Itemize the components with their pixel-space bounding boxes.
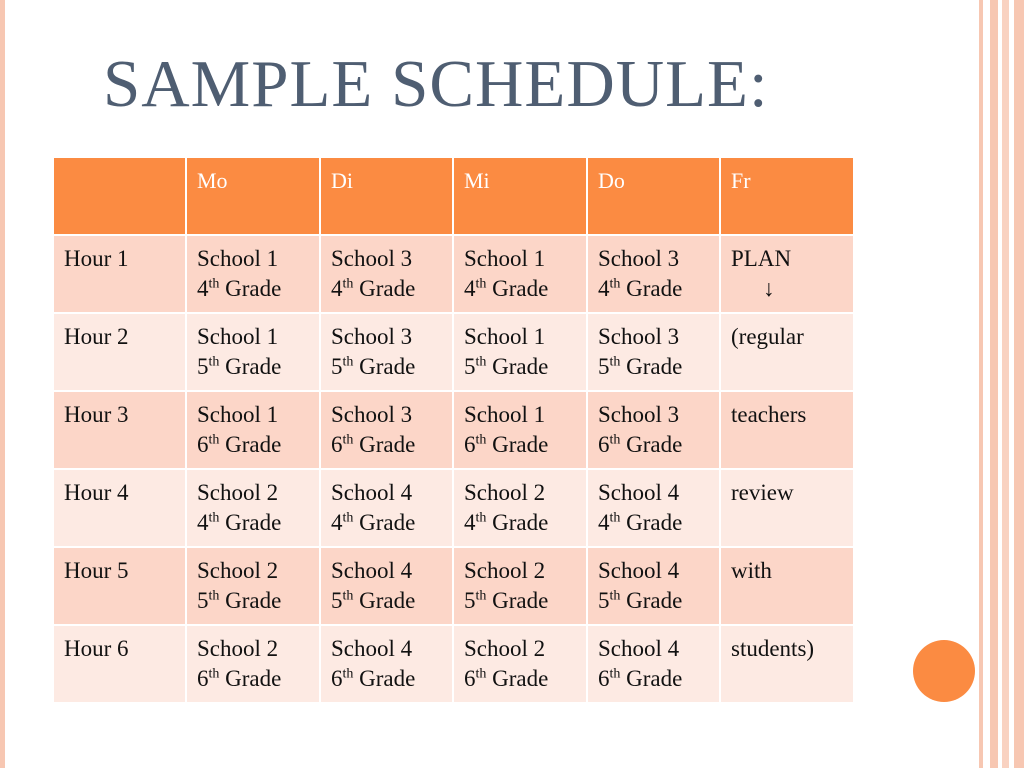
header-row — [53, 157, 854, 235]
grade-label — [598, 430, 709, 460]
grade-ordinal-suffix: th — [208, 588, 220, 604]
grade-word: Grade — [359, 276, 416, 301]
grade-word: Grade — [359, 588, 416, 613]
school-name: School 1 — [464, 324, 546, 349]
grade-ordinal-suffix: th — [475, 276, 487, 292]
grade-word: Grade — [225, 276, 282, 301]
grade-word: Grade — [492, 276, 549, 301]
grade-word: Grade — [626, 432, 683, 457]
schedule-cell — [587, 469, 720, 547]
header-corner-cell — [53, 157, 186, 235]
grade-word: Grade — [359, 666, 416, 691]
grade-word: Grade — [626, 276, 683, 301]
grade-label — [197, 430, 309, 460]
school-name: School 2 — [464, 480, 546, 505]
school-name: School 3 — [331, 246, 413, 271]
decorative-circle — [913, 640, 975, 702]
schedule-cell — [453, 469, 587, 547]
grade-label — [598, 352, 709, 382]
grade-label — [464, 430, 576, 460]
table-row — [53, 391, 854, 469]
grade-number: 6 — [331, 666, 343, 691]
friday-note-cell — [720, 547, 854, 625]
grade-label — [331, 508, 442, 538]
grade-number: 6 — [598, 432, 610, 457]
grade-word: Grade — [225, 354, 282, 379]
grade-number: 5 — [464, 588, 476, 613]
grade-label — [331, 586, 442, 616]
grade-label — [464, 274, 576, 304]
friday-note-text: with — [731, 558, 772, 583]
grade-number: 4 — [197, 276, 209, 301]
grade-number: 5 — [331, 354, 343, 379]
grade-word: Grade — [225, 588, 282, 613]
hour-label-cell: Hour 1 — [53, 235, 186, 313]
grade-label — [598, 508, 709, 538]
grade-label — [197, 508, 309, 538]
grade-number: 4 — [331, 276, 343, 301]
schedule-cell — [186, 391, 320, 469]
friday-note-cell — [720, 469, 854, 547]
grade-label — [598, 664, 709, 694]
grade-ordinal-suffix: th — [208, 432, 220, 448]
grade-label — [331, 352, 442, 382]
grade-word: Grade — [626, 666, 683, 691]
grade-number: 6 — [464, 666, 476, 691]
grade-ordinal-suffix: th — [609, 588, 621, 604]
grade-word: Grade — [492, 588, 549, 613]
grade-ordinal-suffix: th — [342, 276, 354, 292]
header-day-do: Do — [587, 157, 720, 235]
grade-word: Grade — [359, 354, 416, 379]
schedule-cell — [320, 469, 453, 547]
grade-label — [598, 274, 709, 304]
grade-ordinal-suffix: th — [475, 588, 487, 604]
grade-ordinal-suffix: th — [342, 666, 354, 682]
grade-word: Grade — [225, 432, 282, 457]
grade-number: 5 — [197, 588, 209, 613]
grade-ordinal-suffix: th — [475, 432, 487, 448]
grade-label — [331, 664, 442, 694]
friday-note-text: (regular — [731, 324, 804, 349]
hour-label-cell: Hour 3 — [53, 391, 186, 469]
school-name: School 3 — [598, 246, 680, 271]
grade-number: 6 — [464, 432, 476, 457]
grade-ordinal-suffix: th — [208, 666, 220, 682]
grade-label — [197, 664, 309, 694]
school-name: School 3 — [598, 324, 680, 349]
grade-number: 5 — [598, 354, 610, 379]
grade-ordinal-suffix: th — [475, 354, 487, 370]
schedule-cell — [186, 625, 320, 703]
schedule-cell — [587, 313, 720, 391]
grade-word: Grade — [359, 432, 416, 457]
header-day-di: Di — [320, 157, 453, 235]
schedule-cell — [587, 625, 720, 703]
table-row — [53, 625, 854, 703]
grade-word: Grade — [492, 432, 549, 457]
schedule-cell — [453, 547, 587, 625]
slide-right-border — [979, 0, 1024, 768]
school-name: School 3 — [331, 402, 413, 427]
schedule-cell — [320, 547, 453, 625]
grade-number: 5 — [197, 354, 209, 379]
grade-number: 4 — [197, 510, 209, 535]
schedule-cell — [186, 235, 320, 313]
school-name: School 1 — [197, 324, 279, 349]
friday-note-cell — [720, 625, 854, 703]
school-name: School 1 — [464, 402, 546, 427]
grade-label — [464, 664, 576, 694]
friday-note-cell — [720, 235, 854, 313]
schedule-cell — [320, 625, 453, 703]
grade-ordinal-suffix: th — [475, 510, 487, 526]
grade-word: Grade — [492, 666, 549, 691]
friday-note-cell — [720, 313, 854, 391]
grade-number: 4 — [598, 510, 610, 535]
grade-ordinal-suffix: th — [609, 276, 621, 292]
friday-note-cell — [720, 391, 854, 469]
hour-label-cell: Hour 5 — [53, 547, 186, 625]
grade-ordinal-suffix: th — [342, 354, 354, 370]
school-name: School 3 — [331, 324, 413, 349]
grade-number: 6 — [197, 666, 209, 691]
slide-left-border — [0, 0, 5, 768]
grade-word: Grade — [359, 510, 416, 535]
grade-number: 5 — [464, 354, 476, 379]
grade-label — [197, 586, 309, 616]
friday-note-text: PLAN — [731, 246, 792, 271]
grade-word: Grade — [626, 354, 683, 379]
grade-word: Grade — [225, 510, 282, 535]
hour-label-cell: Hour 4 — [53, 469, 186, 547]
school-name: School 2 — [464, 636, 546, 661]
school-name: School 2 — [197, 558, 279, 583]
schedule-cell — [587, 391, 720, 469]
schedule-cell — [453, 235, 587, 313]
header-day-mi: Mi — [453, 157, 587, 235]
grade-number: 5 — [331, 588, 343, 613]
grade-ordinal-suffix: th — [609, 666, 621, 682]
grade-label — [331, 274, 442, 304]
grade-label — [331, 430, 442, 460]
grade-word: Grade — [492, 354, 549, 379]
school-name: School 2 — [464, 558, 546, 583]
schedule-cell — [186, 313, 320, 391]
grade-ordinal-suffix: th — [609, 354, 621, 370]
table-row — [53, 313, 854, 391]
hour-label-cell: Hour 2 — [53, 313, 186, 391]
schedule-cell — [453, 313, 587, 391]
grade-ordinal-suffix: th — [609, 510, 621, 526]
grade-word: Grade — [626, 510, 683, 535]
grade-label — [464, 586, 576, 616]
school-name: School 4 — [598, 480, 680, 505]
school-name: School 1 — [197, 402, 279, 427]
schedule-cell — [320, 313, 453, 391]
grade-number: 4 — [464, 276, 476, 301]
school-name: School 4 — [331, 558, 413, 583]
school-name: School 1 — [197, 246, 279, 271]
friday-note-text: students) — [731, 636, 815, 661]
grade-label — [598, 586, 709, 616]
slide-title: SAMPLE SCHEDULE: — [103, 47, 769, 121]
school-name: School 4 — [598, 558, 680, 583]
grade-label — [464, 352, 576, 382]
header-day-mo: Mo — [186, 157, 320, 235]
table-row — [53, 547, 854, 625]
grade-ordinal-suffix: th — [208, 276, 220, 292]
header-day-fr: Fr — [720, 157, 854, 235]
school-name: School 2 — [197, 636, 279, 661]
grade-label — [464, 508, 576, 538]
school-name: School 4 — [331, 480, 413, 505]
grade-ordinal-suffix: th — [208, 354, 220, 370]
down-arrow-icon: ↓ — [763, 276, 775, 301]
school-name: School 4 — [331, 636, 413, 661]
grade-word: Grade — [225, 666, 282, 691]
grade-ordinal-suffix: th — [342, 510, 354, 526]
schedule-cell — [453, 391, 587, 469]
grade-number: 4 — [464, 510, 476, 535]
grade-number: 6 — [331, 432, 343, 457]
school-name: School 2 — [197, 480, 279, 505]
grade-ordinal-suffix: th — [609, 432, 621, 448]
school-name: School 4 — [598, 636, 680, 661]
schedule-cell — [320, 391, 453, 469]
schedule-cell — [587, 547, 720, 625]
schedule-cell — [320, 235, 453, 313]
grade-number: 6 — [197, 432, 209, 457]
grade-number: 4 — [331, 510, 343, 535]
hour-label-cell: Hour 6 — [53, 625, 186, 703]
grade-word: Grade — [626, 588, 683, 613]
grade-word: Grade — [492, 510, 549, 535]
school-name: School 1 — [464, 246, 546, 271]
grade-ordinal-suffix: th — [342, 588, 354, 604]
schedule-cell — [587, 235, 720, 313]
grade-ordinal-suffix: th — [342, 432, 354, 448]
grade-number: 4 — [598, 276, 610, 301]
grade-number: 5 — [598, 588, 610, 613]
schedule-table — [52, 156, 855, 704]
schedule-cell — [186, 469, 320, 547]
friday-note-text: review — [731, 480, 794, 505]
table-row — [53, 235, 854, 313]
schedule-cell — [186, 547, 320, 625]
grade-ordinal-suffix: th — [475, 666, 487, 682]
friday-note-text: teachers — [731, 402, 807, 427]
grade-label — [197, 352, 309, 382]
grade-label — [197, 274, 309, 304]
schedule-cell — [453, 625, 587, 703]
school-name: School 3 — [598, 402, 680, 427]
table-row — [53, 469, 854, 547]
grade-ordinal-suffix: th — [208, 510, 220, 526]
grade-number: 6 — [598, 666, 610, 691]
